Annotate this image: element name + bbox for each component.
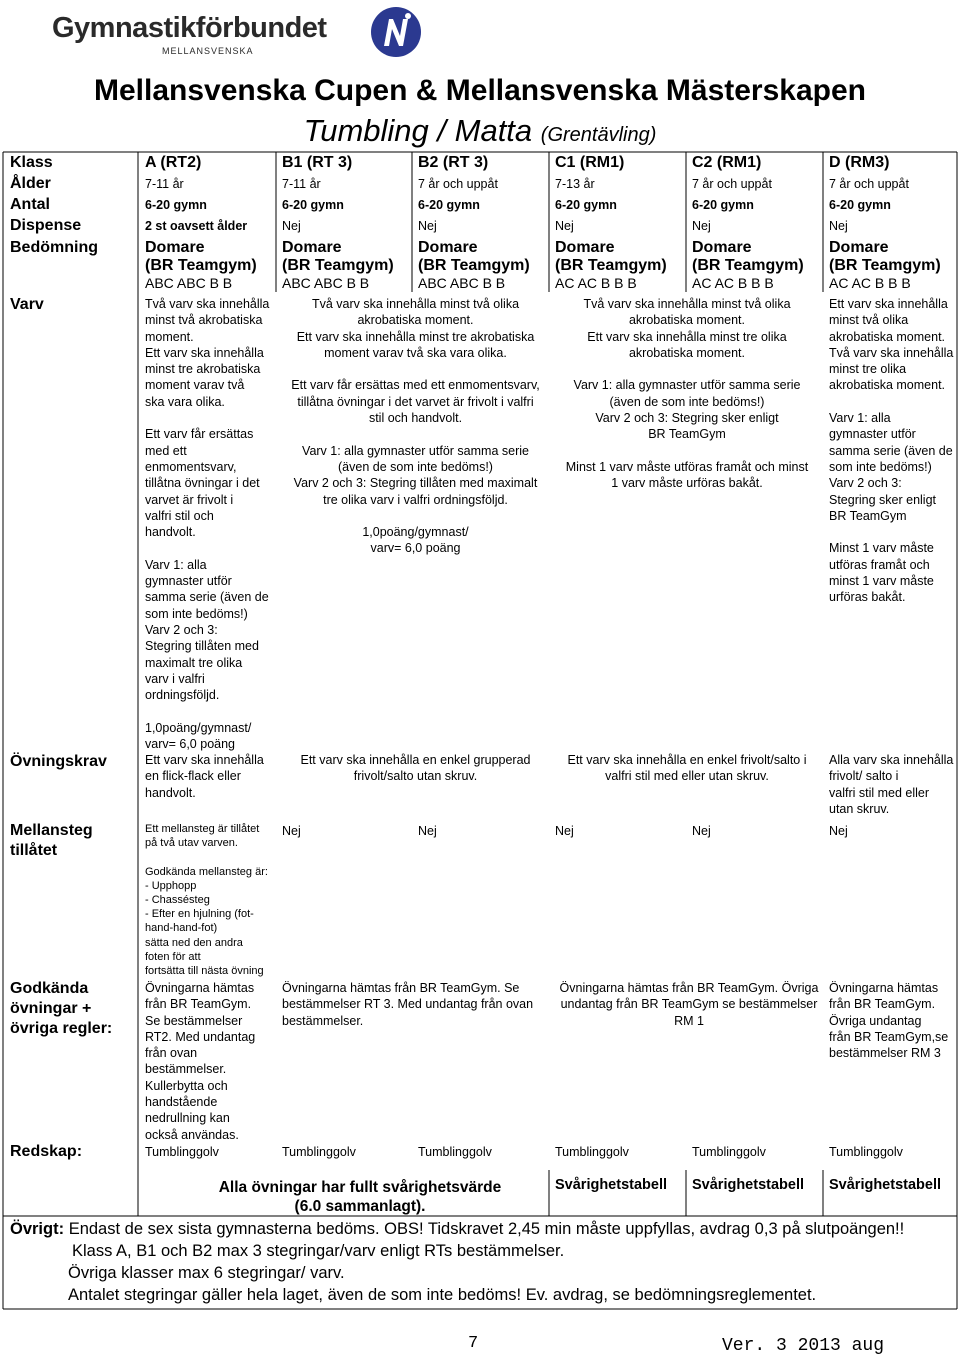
text-line [555,361,819,377]
ovrigt-text1: Endast de sex sista gymnasterna bedöms. OBS! Tidskravet 2,45 min måste uppfyllas, avdrag 0,3 på slutpoängen!! [68,1220,905,1238]
mellansteg-value: Nej [555,824,574,838]
godkanda-a [145,980,255,1143]
text-line: Varv 1: alla [829,411,891,426]
text-line: Ett varv ska innehålla [829,297,948,311]
varv-b1-b2 [282,296,549,557]
text-line [145,850,268,864]
text-line: minst 1 varv måste [829,574,934,589]
text-line: 1,0poäng/gymnast/ [362,525,469,540]
text-line: stil och handvolt. [368,411,463,426]
text-line: tillåtna övningar i det [145,476,260,491]
text-line: handvolt. [145,785,196,800]
text-line: akrobatiska moment. [829,329,946,344]
text-line: samma serie (även de [829,443,953,458]
text-line: Ett mellansteg är tillåtet [145,823,260,835]
bedomning-cell [555,239,667,291]
mellansteg-a [145,822,268,978]
text-line: RM 1 [674,1013,704,1028]
text-line: Ett varv ska innehålla en enkel grupperad [300,753,531,767]
varv-c1-c2 [555,296,819,492]
text-line: på två utav varven. [145,837,238,850]
domare: Domare [692,239,752,256]
domare: Domare [145,239,205,256]
text-line: sätta ned den andra [145,936,243,949]
score-code: ABC ABC B B [282,275,370,291]
label-mellansteg: Mellansteg [10,822,93,839]
text-line: bestämmelser. [282,1013,364,1028]
text-line: gymnaster utför [829,427,916,442]
text-line: valfri stil med eller [829,785,930,800]
antal-value: 6-20 gymn [418,198,480,212]
text-line: frivolt/ salto i [829,769,899,784]
text-line: akrobatiska moment. [829,378,946,393]
ovningskrav-a [145,752,264,801]
mellansteg-value: Nej [418,824,437,838]
text-line: Se bestämmelser [145,1013,243,1028]
ovningskrav-d [829,752,953,817]
text-line: RT2. Med undantag [145,1029,256,1044]
text-line: akrobatiska moment. [628,345,746,360]
br-teamgym: (BR Teamgym) [145,257,257,274]
label-dispense: Dispense [10,217,82,234]
redskap-value: Tumblinggolv [692,1145,766,1159]
text-line: tre olika varv i valfri ordningsföljd. [323,492,508,507]
text-line: Alla varv ska innehålla [829,753,954,767]
class-header: B1 (RT 3) [282,154,353,171]
text-line [282,508,549,524]
alder-value: 7 år och uppåt [418,177,498,191]
text-line: Övriga undantag [829,1013,922,1028]
text-line: Ett varv får ersättas med ett enmomentsvarv, [291,378,540,393]
bedomning-cell [692,239,804,291]
text-line: Övningarna hämtas från BR TeamGym. Övriga [559,981,819,995]
text-line: Godkända mellansteg är: [145,865,268,878]
text-line: enmomentsvarv, [145,459,237,474]
label-antal: Antal [10,196,50,213]
text-line: BR TeamGym [648,427,726,442]
text-line: gymnaster utför [145,574,232,589]
subtitle-paren: (Grentävling) [540,124,657,146]
br-teamgym: (BR Teamgym) [555,257,667,274]
alder-value: 7 år och uppåt [829,177,909,191]
logo-subtitle: MELLANSVENSKA [162,46,254,56]
godkanda-b [282,980,533,1029]
class-header: C1 (RM1) [555,154,625,171]
text-line: som inte bedöms!) [829,459,932,474]
text-line: också användas. [145,1127,239,1142]
text-line: samma serie (även de [145,590,269,605]
text-line [145,410,269,426]
text-line: maximalt tre olika [145,655,243,670]
text-line: handstående [145,1095,218,1110]
text-line: - Efter en hjulning (fot- [145,908,254,921]
text-line: Två varv ska innehålla minst två olika [311,297,520,311]
text-line: moment. [145,329,194,344]
br-teamgym: (BR Teamgym) [282,257,394,274]
text-line: Varv 1: alla gymnaster utför samma serie [302,443,529,458]
text-line [145,703,269,719]
text-line: minst två olika [829,313,909,328]
text-line: minst två akrobatiska [145,313,263,328]
text-line: - Chassésteg [145,894,210,907]
text-line: utföras framåt och [829,557,930,572]
text-line [829,524,953,540]
text-line: (även de som inte bedöms!) [338,459,493,474]
text-line: frivolt/salto utan skruv. [353,769,478,784]
text-line: varv= 6,0 poäng [370,541,461,556]
text-line: - Upphopp [145,879,197,892]
text-line: Två varv ska innehålla [829,345,954,360]
class-header: C2 (RM1) [692,154,762,171]
text-line: Övningarna hämtas [145,981,255,995]
svarighetstabell: Svårighetstabell [692,1177,805,1193]
text-line: Ett varv ska innehålla [145,345,264,360]
ovrigt-label: Övrigt: [10,1220,65,1238]
godkanda-d [829,980,948,1061]
text-line: ordningsföljd. [145,688,220,703]
bedomning-cell [282,239,394,291]
antal-value: 6-20 gymn [555,198,617,212]
text-line: akrobatiska moment. [357,313,474,328]
text-line: från BR TeamGym,se [829,1029,949,1044]
svarighet-line2: (6.0 sammanlagt). [294,1198,426,1215]
text-line: urföras bakåt. [829,590,906,605]
text-line [282,361,549,377]
class-header: D (RM3) [829,154,890,171]
bedomning-cell [145,239,257,291]
label-varv: Varv [10,296,44,313]
label-redskap: Redskap: [10,1143,83,1160]
alder-value: 7-13 år [555,177,595,191]
score-code: AC AC B B B [829,275,911,291]
mellansteg-value: Nej [692,824,711,838]
domare: Domare [829,239,889,256]
score-code: ABC ABC B B [145,275,233,291]
text-line: Övningarna hämtas [829,981,939,995]
text-line: Minst 1 varv måste [829,541,934,556]
alder-value: 7 år och uppåt [692,177,772,191]
ovrigt-line1 [10,1220,904,1239]
domare: Domare [282,239,342,256]
text-line: från BR TeamGym. [829,997,936,1012]
label-klass: Klass [10,154,53,171]
text-line: från BR TeamGym. [145,997,252,1012]
logo-text: Gymnastikförbundet [52,12,327,44]
text-line: varv i valfri [145,671,205,686]
text-line: Ett varv ska innehålla minst tre akrobatiska [296,329,535,344]
text-line: (även de som inte bedöms!) [609,394,765,409]
antal-value: 6-20 gymn [829,198,891,212]
svarighet-note [170,1178,550,1216]
ovningskrav-c [555,752,819,785]
page-title: Mellansvenska Cupen & Mellansvenska Mästerskapen [93,74,866,107]
godkanda-c [555,980,823,1029]
text-line: Varv 1: alla gymnaster utför samma serie [573,378,801,393]
redskap-value: Tumblinggolv [555,1145,629,1159]
text-line: Varv 2 och 3: [145,622,218,637]
text-line: Ett varv ska innehålla en enkel frivolt/salto i [567,753,807,767]
redskap-value: Tumblinggolv [829,1145,903,1159]
antal-value: 6-20 gymn [282,198,344,212]
text-line: Ett varv får ersättas [145,427,254,442]
text-line [145,540,269,556]
text-line: Två varv ska innehålla minst två olika [583,297,791,311]
text-line: tillåtna övningar i det varvet är frivolt i valfri [297,394,534,409]
text-line: valfri stil och [145,508,214,523]
ovrigt-line3: Övriga klasser max 6 stegringar/ varv. [68,1264,345,1282]
dispense-value: Nej [555,219,574,233]
text-line: akrobatiska moment. [628,313,746,328]
text-line: bestämmelser. [145,1062,227,1077]
text-line: ska vara olika. [145,394,225,409]
text-line [829,394,953,410]
dispense-value: Nej [282,219,301,233]
subtitle-main: Tumbling / Matta [303,113,533,148]
dispense-value: Nej [418,219,437,233]
label-ovriga-regler: övriga regler: [10,1020,113,1037]
ovrigt-line4: Antalet stegringar gäller hela laget, även de som inte bedöms! Ev. avdrag, se bedömningsreglementet. [68,1286,817,1304]
text-line: Varv 1: alla [145,557,207,572]
text-line: en flick-flack eller [145,769,241,784]
varv-d [829,296,953,606]
text-line: moment varav två ska vara olika. [324,345,507,360]
dispense-value: Nej [829,219,848,233]
score-code: ABC ABC B B [418,275,506,291]
svarighet-line1: Alla övningar har fullt svårighetsvärde [218,1179,502,1196]
text-line: Övningarna hämtas från BR TeamGym. Se [282,981,520,995]
text-line: moment varav två [145,378,245,393]
mellansteg-value: Nej [282,824,301,838]
text-line: från ovan [145,1046,198,1061]
text-line: utan skruv. [829,801,890,816]
score-code: AC AC B B B [555,275,637,291]
domare: Domare [418,239,478,256]
text-line: Två varv ska innehålla [145,297,270,311]
text-line: valfri stil med eller utan skruv. [605,769,769,784]
varv-a [145,296,269,752]
text-line: varvet är frivolt i [145,492,234,507]
label-ovningar: övningar + [10,1000,92,1017]
text-line: fortsätta till nästa övning [145,965,264,978]
antal-value: 6-20 gymn [145,198,207,212]
dispense-value: 2 st oavsett ålder [145,219,248,233]
text-line: Minst 1 varv måste utföras framåt och minst [565,459,809,474]
label-tillatet: tillåtet [10,842,58,859]
text-line: som inte bedöms!) [145,606,248,621]
page-number: 7 [468,1334,479,1353]
redskap-value: Tumblinggolv [418,1145,492,1159]
text-line: hand-hand-fot) [145,922,218,935]
text-line: minst tre olika [829,362,907,377]
text-line: Kullerbytta och [145,1078,228,1093]
class-header: A (RT2) [145,154,202,171]
label-alder: Ålder [10,175,51,192]
ovrigt-line2: Klass A, B1 och B2 max 3 stegringar/varv enligt RTs bestämmelser. [72,1242,565,1260]
bedomning-cell [418,239,530,291]
antal-value: 6-20 gymn [692,198,754,212]
text-line [282,426,549,442]
text-line: Varv 2 och 3: Stegring sker enligt [595,411,779,426]
redskap-value: Tumblinggolv [282,1145,356,1159]
text-line: minst tre akrobatiska [145,362,261,377]
text-line: Stegring tillåten med [145,639,259,654]
br-teamgym: (BR Teamgym) [418,257,530,274]
text-line [555,443,819,459]
label-ovningskrav: Övningskrav [10,753,107,770]
svarighetstabell: Svårighetstabell [829,1177,942,1193]
text-line: varv= 6,0 poäng [145,737,235,752]
text-line: 1 varv måste urföras bakåt. [611,476,763,491]
text-line: Stegring sker enligt [829,492,937,507]
br-teamgym: (BR Teamgym) [692,257,804,274]
text-line: nedrullning kan [145,1111,230,1126]
text-line: bestämmelser RM 3 [829,1046,941,1061]
ovningskrav-b [282,752,549,785]
br-teamgym: (BR Teamgym) [829,257,941,274]
svarighetstabell: Svårighetstabell [555,1177,668,1193]
text-line: 1,0poäng/gymnast/ [145,720,252,735]
text-line: Ett varv ska innehålla minst tre olika [587,329,787,344]
mellansteg-value: Nej [829,824,848,838]
dispense-value: Nej [692,219,711,233]
text-line: med ett [145,443,187,458]
bedomning-cell [829,239,941,291]
text-line: Varv 2 och 3: [829,476,902,491]
text-line: foten för att [145,950,201,963]
text-line: bestämmelser RT 3. Med undantag från ovan [282,997,534,1012]
score-code: AC AC B B B [692,275,774,291]
text-line: handvolt. [145,525,196,540]
text-line: BR TeamGym [829,508,907,523]
label-bedomning: Bedömning [10,239,98,256]
text-line: undantag från BR TeamGym se bestämmelser [560,997,818,1012]
alder-value: 7-11 år [282,177,321,191]
text-line: Ett varv ska innehålla [145,753,264,767]
class-header: B2 (RT 3) [418,154,489,171]
alder-value: 7-11 år [145,177,184,191]
redskap-value: Tumblinggolv [145,1145,219,1159]
version-label: Ver. 3 2013 aug [722,1336,885,1356]
domare: Domare [555,239,615,256]
text-line: Varv 2 och 3: Stegring tillåten med maximalt [293,476,538,491]
label-godkanda: Godkända [10,980,89,997]
